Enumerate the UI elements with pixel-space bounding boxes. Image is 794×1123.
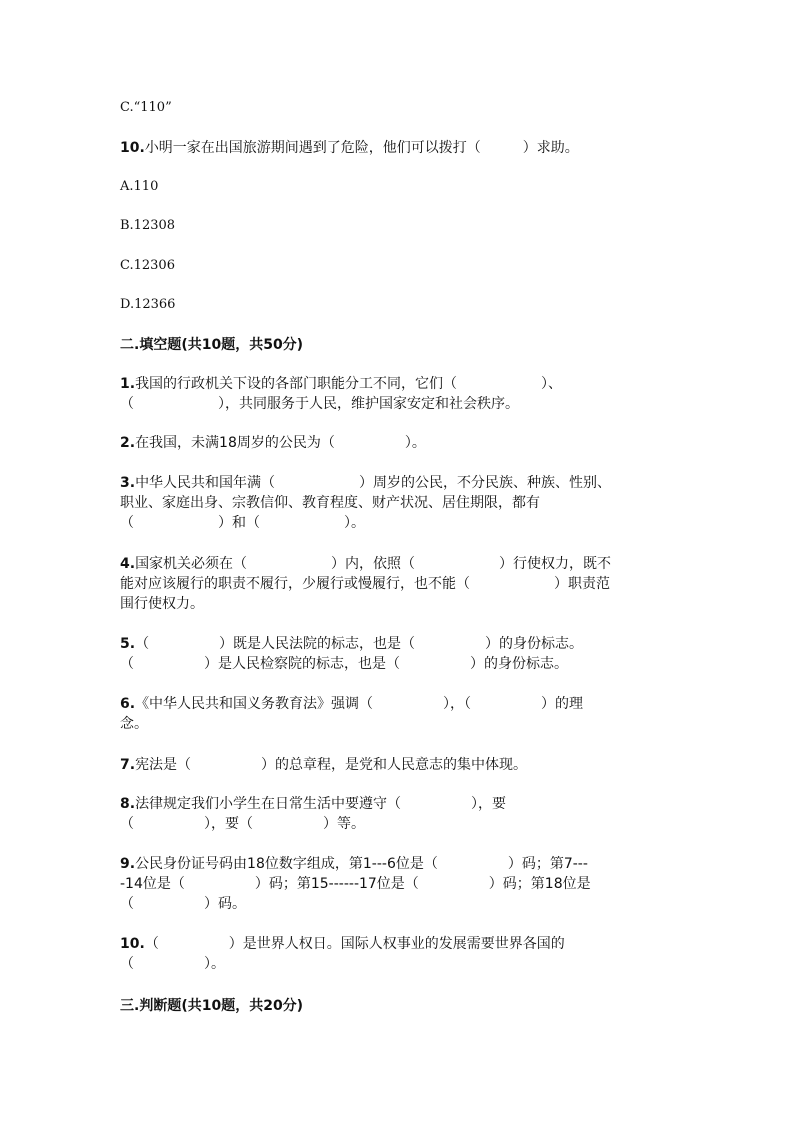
option-d: D.12366	[120, 297, 176, 312]
fill-item-4-line-2: 能对应该履行的职责不履行，少履行或慢履行，也不能（ ）职责范	[120, 576, 610, 592]
fill-item-3-line-3: （ ）和（ ）。	[120, 515, 365, 531]
item-text: 中华人民共和国年满（ ）周岁的公民，不分民族、种族、性别、	[135, 475, 612, 491]
item-number: 6.	[120, 696, 136, 712]
question-10	[120, 138, 680, 158]
item-text: 宪法是（ ）的总章程，是党和人民意志的集中体现。	[135, 757, 528, 773]
item-text: 在我国，未满18周岁的公民为（ ）。	[135, 435, 426, 451]
fill-item-3-line-2: 职业、家庭出身、宗教信仰、教育程度、财产状况、居住期限，都有	[120, 495, 540, 511]
fill-item-4-line-1	[120, 554, 680, 574]
fill-item-10-line-1	[120, 934, 680, 954]
section-title-true-false: 三.判断题(共10题，共20分)	[120, 998, 304, 1014]
question-number: 10.	[120, 140, 145, 156]
item-text: 公民身份证号码由18位数字组成，第1---6位是（ ）码；第7---	[135, 856, 588, 872]
item-number: 1.	[120, 376, 136, 392]
fill-item-10-line-2: （ ）。	[120, 956, 225, 972]
item-number: 7.	[120, 757, 136, 773]
fill-item-8-line-2: （ ），要（ ）等。	[120, 816, 365, 832]
fill-item-5-line-1	[120, 634, 680, 654]
option-c-continued: C.“110”	[120, 100, 172, 115]
fill-item-1-line-1	[120, 374, 680, 394]
item-text: 法律规定我们小学生在日常生活中要遵守（ ），要	[135, 796, 507, 812]
item-text: （ ）是世界人权日。国际人权事业的发展需要世界各国的	[144, 936, 565, 952]
fill-item-3-line-1	[120, 473, 680, 493]
item-number: 9.	[120, 856, 136, 872]
item-number: 3.	[120, 475, 136, 491]
item-number: 8.	[120, 796, 136, 812]
fill-item-9-line-2: -14位是（ ）码；第15------17位是（ ）码；第18位是	[120, 876, 591, 892]
fill-item-5-line-2: （ ）是人民检察院的标志，也是（ ）的身份标志。	[120, 656, 568, 672]
option-b: B.12308	[120, 218, 176, 233]
option-c: C.12306	[120, 258, 175, 273]
item-text: （ ）既是人民法院的标志，也是（ ）的身份标志。	[135, 636, 584, 652]
item-number: 4.	[120, 556, 136, 572]
fill-item-6-line-2: 念。	[120, 716, 148, 732]
item-number: 5.	[120, 636, 136, 652]
fill-item-7-line-1	[120, 755, 680, 775]
item-text: 国家机关必须在（ ）内，依照（ ）行使权力，既不	[135, 556, 612, 572]
fill-item-8-line-1	[120, 794, 680, 814]
item-number: 2.	[120, 435, 136, 451]
question-text: 小明一家在出国旅游期间遇到了危险，他们可以拨打（ ）求助。	[144, 140, 579, 156]
fill-item-2-line-1	[120, 433, 680, 453]
item-text: 《中华人民共和国义务教育法》强调（ ），（ ）的理	[135, 696, 584, 712]
fill-item-6-line-1	[120, 694, 680, 714]
item-text: 我国的行政机关下设的各部门职能分工不同，它们（ ）、	[135, 376, 563, 392]
fill-item-9-line-3: （ ）码。	[120, 896, 246, 912]
fill-item-9-line-1	[120, 854, 680, 874]
section-title-fill-blank: 二.填空题(共10题，共50分)	[120, 337, 304, 353]
option-a: A.110	[120, 179, 159, 194]
fill-item-4-line-3: 围行使权力。	[120, 596, 204, 612]
item-number: 10.	[120, 936, 145, 952]
fill-item-1-line-2: （ ），共同服务于人民，维护国家安定和社会秩序。	[120, 396, 519, 412]
